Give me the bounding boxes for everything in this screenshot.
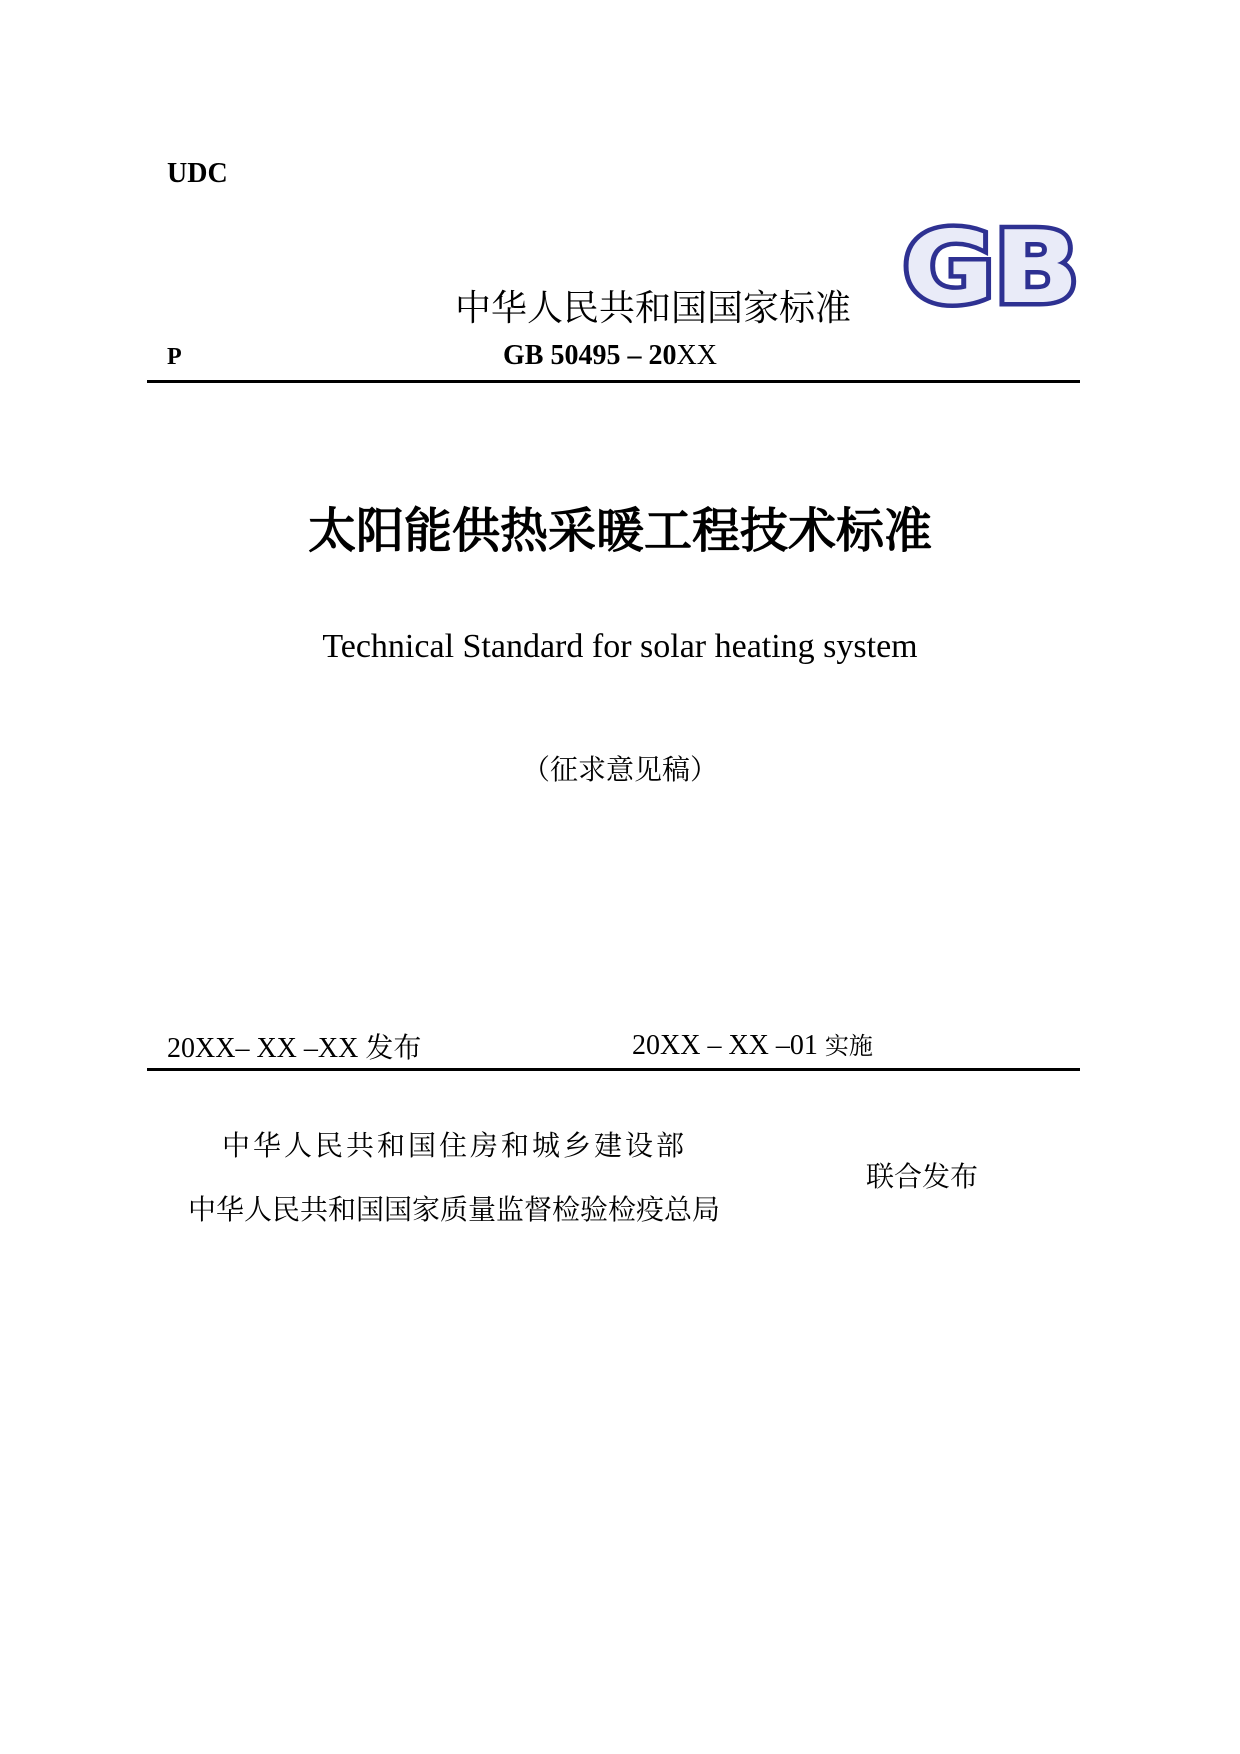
issue-date [167,1026,421,1066]
issuer-quality-supervision: 中华人民共和国国家质量监督检验检疫总局 [188,1193,721,1226]
national-standard-label: 中华人民共和国国家标准 [455,288,852,329]
standard-code-suffix: XX [676,340,717,371]
joint-publication-label: 联合发布 [866,1160,979,1193]
gb-logo [898,218,1084,318]
standard-code [460,340,760,372]
issuer-ministry-housing: 中华人民共和国住房和城乡建设部 [222,1129,688,1162]
bottom-divider [147,1068,1080,1071]
effective-date-value: 20XX – XX –01 [632,1030,825,1061]
udc-label: UDC [167,158,228,189]
draft-note: （征求意见稿） [521,755,718,786]
category-label: P [167,344,182,370]
gb-logo-text: GB [903,218,1079,318]
standard-code-main: GB 50495 – 20 [503,340,677,371]
title-chinese: 太阳能供热采暖工程技术标准 [307,503,932,559]
top-divider [147,380,1080,383]
issue-date-value: 20XX– XX –XX [167,1033,366,1064]
title-english: Technical Standard for solar heating system [322,628,918,665]
issue-label: 发布 [365,1031,422,1064]
effective-date [632,1026,873,1062]
effective-label: 实施 [824,1034,873,1060]
